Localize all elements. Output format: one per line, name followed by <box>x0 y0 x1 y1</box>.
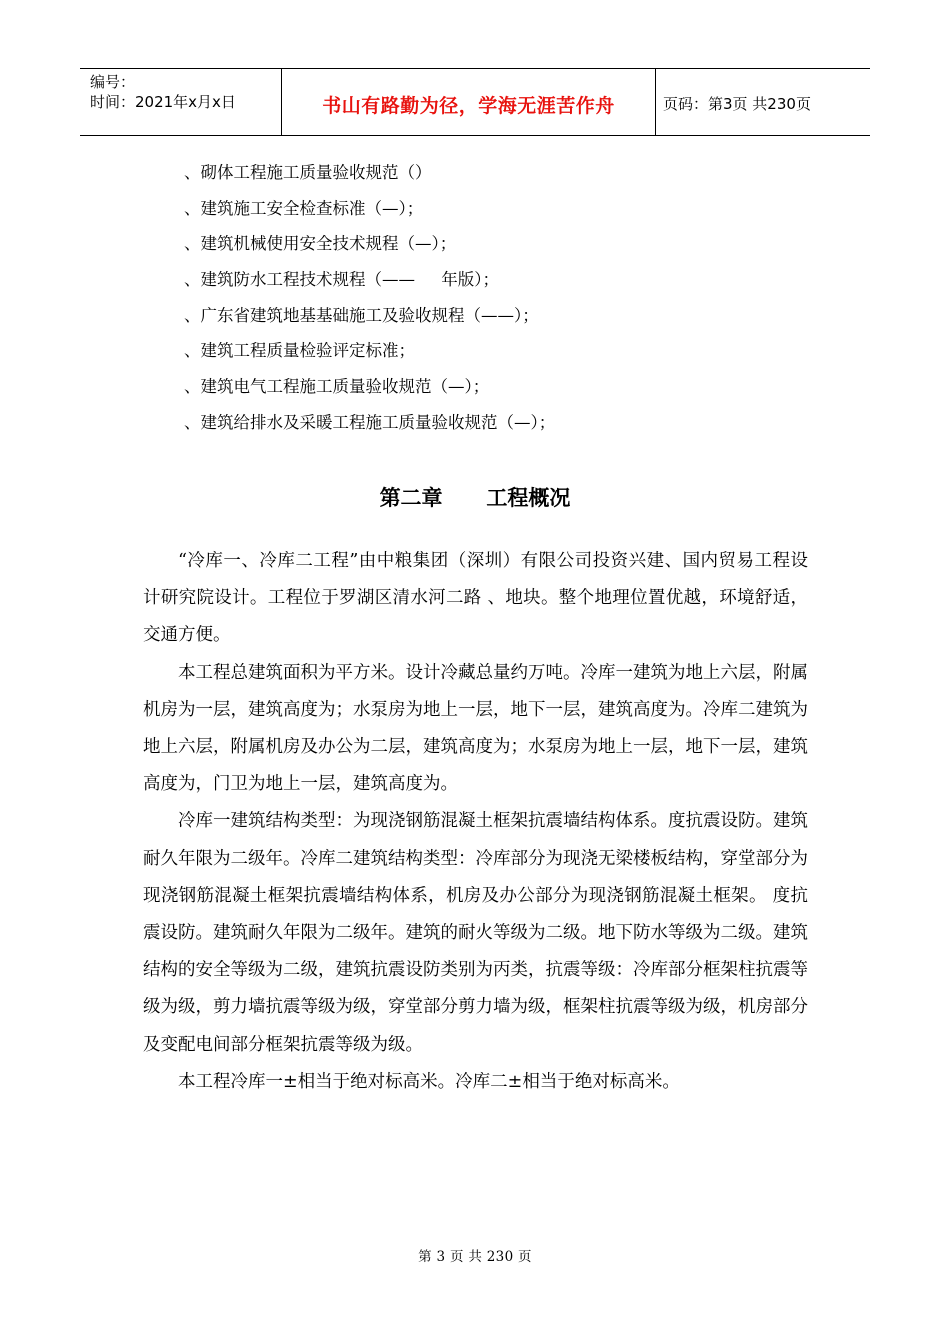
paragraph: “冷库一、冷库二工程”由中粮集团（深圳）有限公司投资兴建、国内贸易工程设计研究院设计。工程位于罗湖区清水河二路 、地块。整个地理位置优越，环境舒适，交通方便。 <box>143 551 808 646</box>
paragraph: 本工程冷库一±相当于绝对标高米。冷库二±相当于绝对标高米。 <box>178 1071 680 1092</box>
reference-standards-list <box>184 158 555 444</box>
list-item: 、广东省建筑地基基础施工及验收规程（——）； <box>184 305 539 325</box>
list-item: 、建筑工程质量检验评定标准； <box>184 341 415 361</box>
page-header <box>80 68 870 136</box>
list-item: 、建筑电气工程施工质量验收规范（—）； <box>184 377 490 397</box>
header-page-info: 页码：第3页 共230页 <box>663 94 811 113</box>
list-item: 、砌体工程施工质量验收规范（） <box>184 163 432 182</box>
chapter-body <box>143 543 808 1101</box>
header-meta <box>80 69 282 135</box>
paragraph: 本工程总建筑面积为平方米。设计冷藏总量约万吨。冷库一建筑为地上六层，附属机房为一层，建筑高度为；水泵房为地上一层，地下一层，建筑高度为。冷库二建筑为地上六层，附属机房及办公为二层，建筑高度为；水泵房为地上一层，地下一层，建筑高度为，门卫为地上一层，建筑高度为。 <box>143 662 808 795</box>
header-motto: 书山有路勤为径，学海无涯苦作舟 <box>282 69 656 135</box>
list-item: 、建筑防水工程技术规程（—— 年版）； <box>184 270 499 290</box>
document-number-label: 编号： <box>90 73 136 91</box>
list-item: 、建筑给排水及采暖工程施工质量验收规范（—）； <box>184 412 556 432</box>
list-item: 、建筑机械使用安全技术规程（—）； <box>184 234 457 254</box>
document-date: 时间：2021年x月x日 <box>90 93 236 111</box>
page-footer: 第 3 页 共 230 页 <box>418 1249 532 1265</box>
chapter-title: 第二章 工程概况 <box>379 486 571 510</box>
paragraph: 冷库一建筑结构类型：为现浇钢筋混凝土框架抗震墙结构体系。度抗震设防。建筑耐久年限为二级年。冷库二建筑结构类型：冷库部分为现浇无梁楼板结构，穿堂部分为现浇钢筋混凝土框架抗震墙结构体系，机房及办公部分为现浇钢筋混凝土框架。 度抗震设防。建筑耐久年限为二级年。建筑的耐火等级为二级。地下防水等级为二级。建筑结构的安全等级为二级，建筑抗震设防类别为丙类，抗震等级：冷库部分框架柱抗震等级为级，剪力墙抗震等级为级，穿堂部分剪力墙为级，框架柱抗震等级为级，机房部分及变配电间部分框架抗震等级为级。 <box>143 811 808 1055</box>
list-item: 、建筑施工安全检查标准（—）； <box>184 198 424 218</box>
